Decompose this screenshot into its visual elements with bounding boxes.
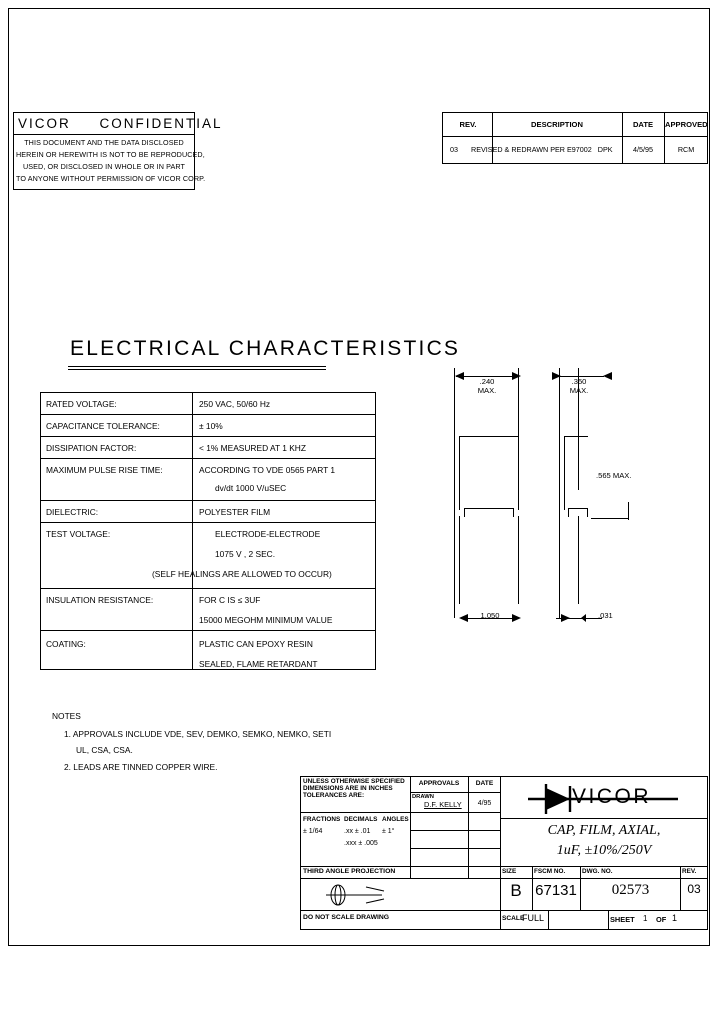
dimension-label-lead-diameter: .031	[598, 611, 613, 620]
dimension-value-body-width: .240	[479, 377, 495, 386]
approvals-date-header: DATE	[475, 780, 494, 787]
spec-row-divider	[40, 588, 376, 589]
tolerance-value-fractions: ± 1/64	[303, 828, 323, 835]
specification-column-divider	[192, 392, 193, 670]
spec-value-insulation-resistance-2: 15000 MEGOHM MINIMUM VALUE	[199, 615, 333, 625]
body-outline-side-left-a	[459, 436, 460, 510]
approvals-header-divider	[410, 792, 500, 793]
confidential-title: VICOR CONFIDENTIAL	[18, 116, 223, 131]
spec-value-test-voltage-1: ELECTRODE-ELECTRODE	[215, 529, 321, 539]
spec-value-rated-voltage: 250 VAC, 50/60 Hz	[199, 399, 271, 409]
body-chamfer-right-b	[587, 508, 588, 517]
spec-row-divider	[40, 630, 376, 631]
title-block-divider-h5	[500, 818, 708, 819]
title-block-divider-h1	[300, 812, 410, 813]
body-chamfer-right-a	[568, 508, 569, 517]
sheet-of-label: OF	[656, 915, 667, 924]
body-outline-side-left-b	[518, 436, 519, 510]
scale-value: FULL	[522, 913, 545, 923]
dimension-qualifier-lead-offset: MAX.	[569, 385, 589, 395]
spec-row-divider	[40, 522, 376, 523]
note-item-1: 1. APPROVALS INCLUDE VDE, SEV, DEMKO, SEMKO, NEMKO, SETI	[64, 729, 332, 739]
sheet-total: 1	[672, 913, 678, 923]
approvals-row-divider-2	[410, 830, 500, 831]
spec-value-coating-2: SEALED, FLAME RETARDANT	[199, 659, 318, 669]
spec-label-dielectric: DIELECTRIC:	[46, 507, 99, 517]
rev-label: REV.	[682, 868, 697, 875]
tolerance-note-line-2: DIMENSIONS ARE IN INCHES	[303, 785, 393, 792]
notes-heading: NOTES	[52, 711, 81, 721]
confidential-line-3: USED, OR DISCLOSED IN WHOLE OR IN PART	[22, 162, 186, 171]
spec-value-dissipation-factor: < 1% MEASURED AT 1 KHZ	[199, 443, 306, 453]
spec-row-divider	[40, 436, 376, 437]
sheet-number: 1	[643, 914, 648, 923]
rev-value: 03	[687, 882, 701, 896]
drawn-by-value: D.F. KELLY	[424, 800, 462, 809]
revision-col-divider-2	[622, 112, 623, 164]
body-chamfer-left-b	[513, 508, 514, 517]
title-block-divider-h3	[300, 878, 500, 879]
approvals-row-divider-1	[410, 812, 500, 813]
confidential-separator	[14, 134, 194, 135]
spec-value-coating-1: PLASTIC CAN EPOXY RESIN	[199, 639, 313, 649]
size-value: B	[510, 881, 522, 900]
revision-header-approved: APPROVED	[665, 120, 708, 129]
spec-value-insulation-resistance-1: FOR C IS ≤ 3UF	[199, 595, 261, 605]
tolerance-note-line-3: TOLERANCES ARE:	[303, 792, 365, 799]
extension-line-left-a	[454, 368, 455, 618]
tolerance-value-decimals: .xx ± .01	[344, 828, 371, 835]
dimension-label-body-length: 1.050	[480, 611, 500, 620]
dimension-value-lead-offset: .350	[571, 377, 587, 386]
dimension-label-body-width	[455, 378, 519, 395]
approvals-row-divider-3	[410, 848, 500, 849]
revision-header-description: DESCRIPTION	[531, 120, 583, 129]
section-title-electrical-characteristics: ELECTRICAL CHARACTERISTICS	[70, 337, 461, 360]
extension-line-right-a	[559, 368, 560, 618]
revision-col-divider-1	[492, 112, 493, 164]
body-outline-top-right	[564, 436, 588, 437]
fscm-label: FSCM NO.	[534, 868, 566, 875]
title-block-divider-h8	[500, 910, 708, 911]
title-block-divider-v5	[580, 866, 581, 910]
spec-value-dielectric: POLYESTER FILM	[199, 507, 271, 517]
size-label: SIZE	[502, 868, 517, 875]
dimension-label-lead-offset	[552, 378, 606, 395]
confidential-line-4: TO ANYONE WITHOUT PERMISSION OF VICOR CORP.	[16, 174, 206, 183]
spec-label-capacitance-tolerance: CAPACITANCE TOLERANCE:	[46, 421, 160, 431]
revision-header-rev: REV.	[459, 120, 477, 129]
spec-value-capacitance-tolerance: ± 10%	[199, 421, 223, 431]
dimension-line-body-height	[591, 518, 629, 519]
spec-label-rated-voltage: RATED VOLTAGE:	[46, 399, 117, 409]
tolerance-header-fractions: FRACTIONS	[303, 816, 341, 823]
dimension-qualifier-body-width: MAX.	[477, 385, 497, 395]
lead-wire-right	[578, 516, 579, 604]
third-angle-projection-icon	[322, 882, 402, 908]
spec-label-max-pulse-rise-time: MAXIMUM PULSE RISE TIME:	[46, 465, 163, 475]
spec-label-test-voltage: TEST VOLTAGE:	[46, 529, 111, 539]
tolerance-value-decimals-3place: .xxx ± .005	[344, 840, 378, 847]
lead-wire-left-b	[518, 516, 519, 604]
section-title-underline-1	[68, 366, 326, 367]
title-block-divider-h4	[300, 910, 500, 911]
spec-value-test-voltage-3: (SELF HEALINGS ARE ALLOWED TO OCCUR)	[152, 569, 332, 579]
dwg-label: DWG. NO.	[582, 868, 613, 875]
revision-header-divider	[442, 136, 708, 137]
drawn-label: DRAWN	[412, 794, 434, 800]
note-item-1-cont: UL, CSA, CSA.	[76, 745, 133, 755]
dimension-tick-body-height	[628, 502, 629, 520]
fscm-value: 67131	[535, 882, 577, 899]
revision-row-description: REVISED & REDRAWN PER E97002 DPK	[471, 145, 613, 154]
company-name: VICOR	[572, 785, 652, 808]
lead-wire-left-a	[459, 516, 460, 604]
spec-value-test-voltage-2: 1075 V , 2 SEC.	[215, 549, 276, 559]
tolerance-note-line-1: UNLESS OTHERWISE SPECIFIED	[303, 778, 405, 785]
spec-value-max-pulse-rise-time-2: dv/dt 1000 V/uSEC	[215, 483, 287, 493]
spec-row-divider	[40, 500, 376, 501]
title-block-divider-v7	[548, 910, 549, 930]
part-title: CAP, FILM, AXIAL,	[547, 823, 661, 838]
body-chamfer-left-a	[464, 508, 465, 517]
tolerance-header-angles: ANGLES	[382, 816, 409, 823]
title-block-divider-v8	[608, 910, 609, 930]
spec-label-dissipation-factor: DISSIPATION FACTOR:	[46, 443, 137, 453]
spec-label-insulation-resistance: INSULATION RESISTANCE:	[46, 595, 154, 605]
dwg-value: 02573	[611, 882, 650, 898]
third-angle-projection-label: THIRD ANGLE PROJECTION	[303, 868, 396, 875]
drawn-date-value: 4/95	[477, 800, 492, 807]
revision-row-date: 4/5/95	[633, 145, 653, 154]
body-outline-top-left	[459, 436, 519, 437]
body-outline-bottom-left	[464, 508, 514, 509]
dimension-label-body-height: .565 MAX.	[596, 471, 632, 480]
spec-value-max-pulse-rise-time-1: ACCORDING TO VDE 0565 PART 1	[199, 465, 336, 475]
scale-label: SCALE	[502, 915, 525, 922]
body-outline-side-right-a	[564, 436, 565, 510]
section-title-underline-2	[68, 369, 326, 370]
approvals-header: APPROVALS	[418, 780, 460, 787]
spec-label-coating: COATING:	[46, 639, 86, 649]
dimension-arrows-lead-diameter	[548, 612, 588, 626]
revision-header-date: DATE	[632, 120, 654, 129]
revision-row-approved: RCM	[677, 145, 695, 154]
spec-row-divider	[40, 458, 376, 459]
tolerance-header-decimals: DECIMALS	[344, 816, 378, 823]
revision-row-rev: 03	[450, 145, 458, 154]
tolerance-value-angles: ± 1°	[382, 828, 395, 835]
body-outline-bottom-right	[568, 508, 588, 509]
do-not-scale-label: DO NOT SCALE DRAWING	[303, 914, 390, 921]
confidential-line-1: THIS DOCUMENT AND THE DATA DISCLOSED	[24, 138, 184, 147]
spec-row-divider	[40, 414, 376, 415]
sheet-label: SHEET	[610, 915, 635, 924]
title-block-divider-h2	[300, 866, 500, 867]
part-subtitle: 1uF, ±10%/250V	[556, 843, 652, 858]
note-item-2: 2. LEADS ARE TINNED COPPER WIRE.	[64, 762, 218, 772]
confidential-line-2: HEREIN OR HEREWITH IS NOT TO BE REPRODUCED,	[16, 150, 205, 159]
